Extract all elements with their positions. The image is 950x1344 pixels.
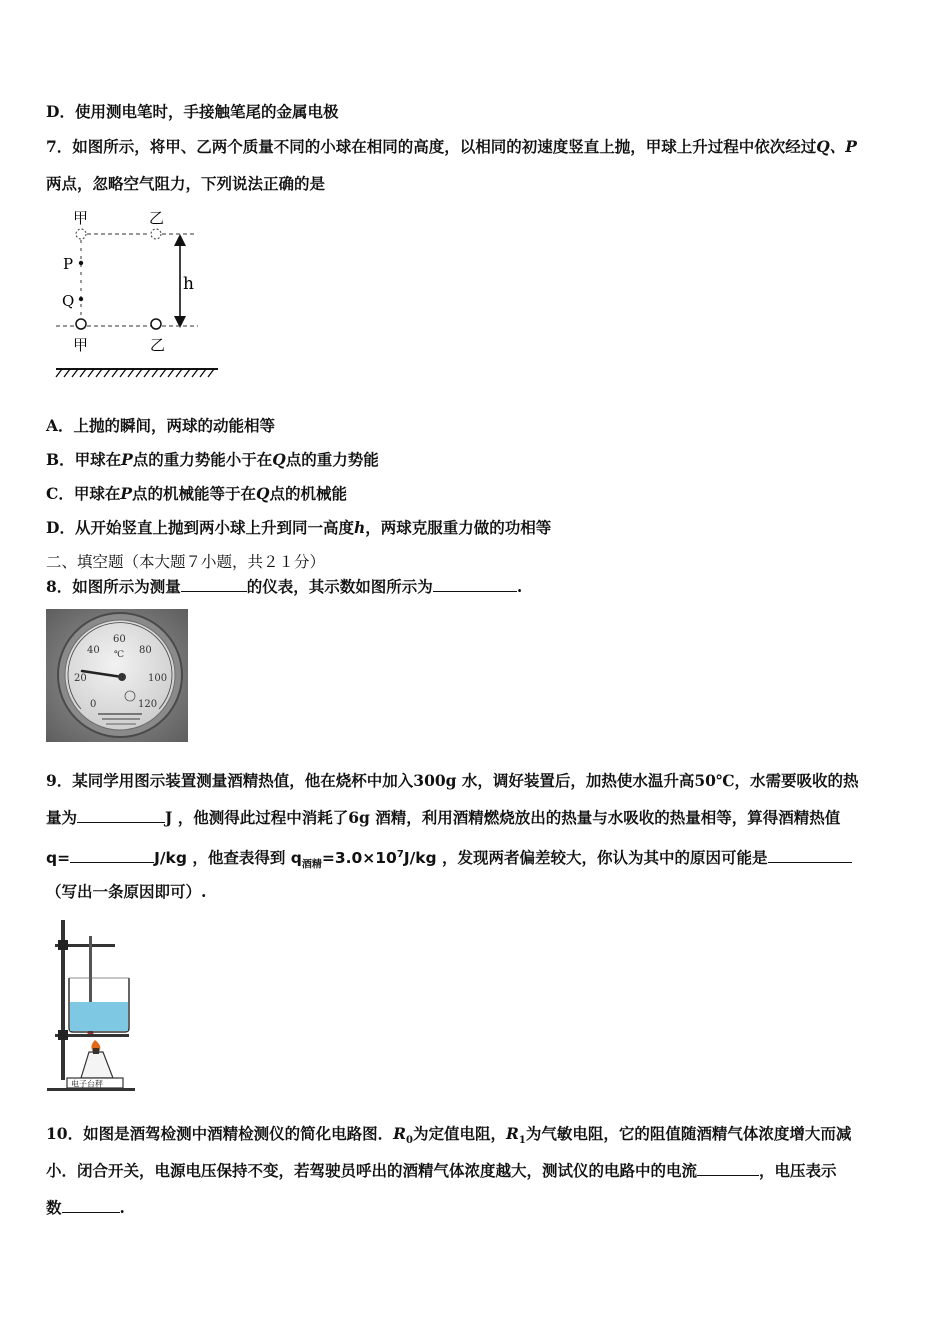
q9-line2: 量为 J ，他测得此过程中消耗了6g 酒精，利用酒精燃烧放出的热量与水吸收的热量相等，算得酒精热值: [46, 808, 841, 827]
ball-jia-bottom: [76, 319, 86, 329]
point-p: [79, 261, 83, 265]
q8-blank-1[interactable]: [181, 577, 247, 592]
label-jia-bottom: 甲: [73, 336, 89, 354]
scale-label: 电子台秤: [71, 1079, 103, 1089]
label-yi-top: 乙: [149, 209, 165, 227]
water: [70, 1002, 128, 1031]
q7-option-d: D．从开始竖直上抛到两小球上升到同一高度h，两球克服重力做的功相等: [46, 518, 552, 537]
q6-option-d: D．使用测电笔时，手接触笔尾的金属电极: [46, 102, 339, 121]
q9-line3: q= J/kg ，他查表得到 $q_{酒精}=3.0\times 10^7J/kg$ ，发现两者偏差较大，你认为其中的原因可能是: [46, 845, 852, 875]
tick-20: 20: [74, 673, 87, 684]
label-q: Q: [62, 292, 75, 310]
label-p: P: [63, 255, 74, 273]
q8-blank-2[interactable]: [433, 577, 517, 592]
label-yi-bottom: 乙: [150, 336, 166, 354]
section2-title: 二、填空题（本大题７小题，共２１分）: [46, 553, 326, 571]
q10-blank-voltage[interactable]: [62, 1198, 120, 1213]
q7-stem-line1: 7．如图所示，将甲、乙两个质量不同的小球在相同的高度，以相同的初速度竖直上抛，甲球上升过程中依次经过Q、P: [46, 137, 857, 156]
tick-120: 120: [138, 699, 158, 710]
q9-apparatus-figure: [45, 918, 137, 1092]
ground-hatching: [56, 369, 214, 377]
label-h: h: [183, 274, 194, 294]
q7-option-a: A．上抛的瞬间，两球的动能相等: [46, 416, 276, 435]
ball-yi-bottom: [151, 319, 161, 329]
q10-line1: 10．如图是酒驾检测中酒精检测仪的简化电路图．$R_0$为定值电阻，$R_1$为气敏电阻，它的阻值随酒精气体浓度增大而减: [46, 1124, 852, 1147]
tick-80: 80: [139, 645, 152, 656]
q9-blank-q[interactable]: [70, 848, 154, 863]
q10-blank-current[interactable]: [697, 1161, 759, 1176]
q7-stem-line2: 两点，忽略空气阻力，下列说法正确的是: [46, 174, 326, 193]
q8-gauge-figure: [46, 609, 188, 742]
q9-blank-heat[interactable]: [77, 808, 165, 823]
q9-line1: 9．某同学用图示装置测量酒精热值，他在烧杯中加入300g 水，调好装置后，加热使水温升高50℃，水需要吸收的热: [46, 771, 859, 790]
tick-40: 40: [87, 645, 100, 656]
q7-figure: [46, 205, 226, 385]
q10-line3: 数 .: [46, 1198, 125, 1217]
q9-line4: （写出一条原因即可）.: [46, 882, 207, 901]
q8-stem: 8．如图所示为测量 的仪表，其示数如图所示为 .: [46, 577, 523, 596]
q7-option-c: C．甲球在P点的机械能等于在Q点的机械能: [46, 484, 348, 503]
ball-jia-top: [76, 229, 86, 239]
point-q: [79, 297, 83, 301]
tick-100: 100: [148, 673, 168, 684]
tick-60: 60: [113, 634, 126, 645]
ball-yi-top: [151, 229, 161, 239]
tick-0: 0: [90, 699, 97, 710]
gauge-unit: ℃: [114, 650, 125, 660]
label-jia-top: 甲: [73, 209, 89, 227]
q9-blank-reason[interactable]: [768, 848, 852, 863]
gauge-hub: [118, 673, 126, 681]
q7-option-b: B．甲球在P点的重力势能小于在Q点的重力势能: [46, 450, 379, 469]
q10-line2: 小．闭合开关，电源电压保持不变，若驾驶员呼出的酒精气体浓度越大，测试仪的电路中的电流 ，电压表示: [46, 1161, 837, 1180]
